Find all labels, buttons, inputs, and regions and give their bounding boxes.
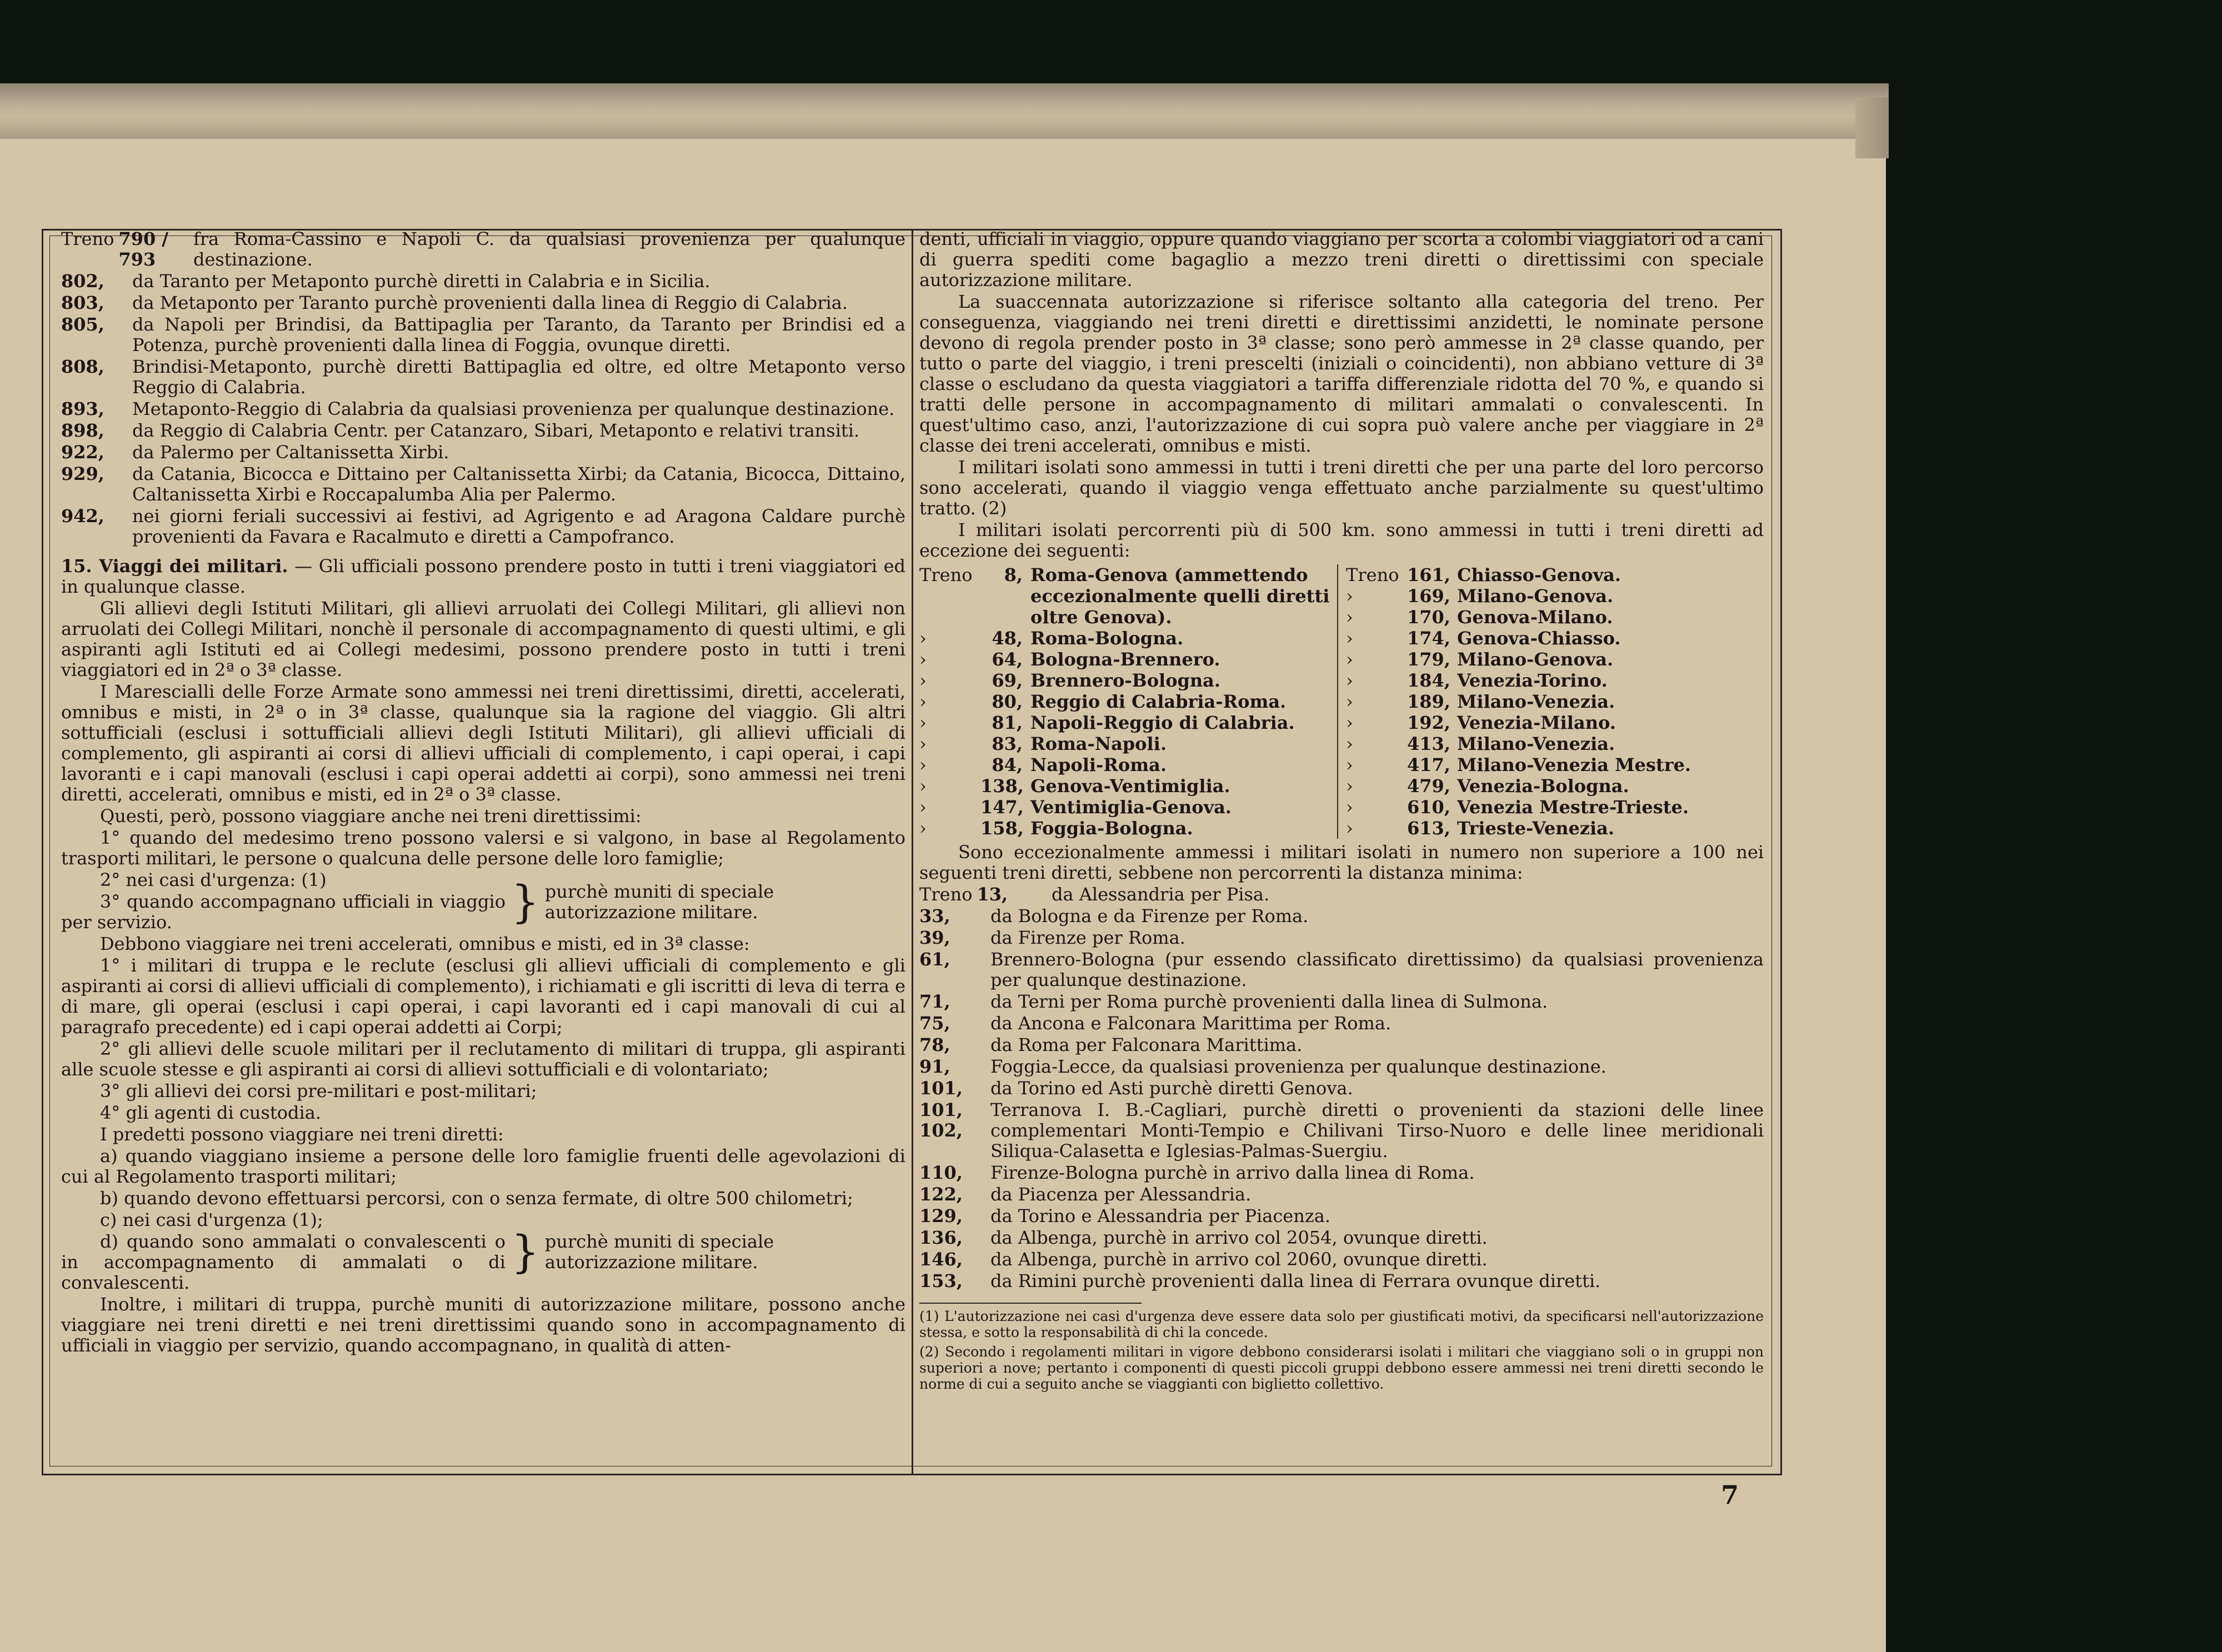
train-route: Trieste-Venezia. [1457,818,1615,839]
brace-group-2 [61,1210,905,1294]
train-description: da Firenze per Roma. [990,927,1185,948]
train-description: nei giorni feriali successivi ai festivi, ad Agrigento e ad Aragona Caldare purchè provenienti da Favara e Racalmuto e diretti a Campofranco. [132,505,905,547]
train-number: 91, [919,1056,950,1077]
train-entry [919,1184,1764,1206]
train-entry [61,271,905,293]
exception-row [1346,607,1764,628]
para-isolati: I militari isolati sono ammessi in tutti i treni diretti che per una parte del loro percorso sono accelerati, quando il viaggio venga effettuato anche parzialmente su quest'ultimo tratto. (2) [919,457,1764,519]
exception-table-right [1337,564,1764,839]
train-number: 803, [61,292,104,313]
train-description: da Torino ed Asti purchè diretti Genova. [990,1078,1353,1099]
train-number: 78, [919,1034,950,1055]
train-route: Napoli-Reggio di Calabria. [1030,712,1295,733]
train-route: Roma-Bologna. [1030,628,1184,649]
para-pred-a: a) quando viaggiano insieme a persone delle loro famiglie fruenti delle agevolazioni di cui al Regolamento trasporti militari; [61,1145,905,1187]
page-stack-corner [1855,97,1889,158]
train-number: 153, [919,1270,963,1291]
exception-row [919,733,1337,754]
para-item-3: 3° quando accompagnano ufficiali in viaggio per servizio. [61,891,506,933]
exception-row [1346,628,1764,649]
train-entry [61,293,905,314]
exception-row [1346,818,1764,839]
train-label: Treno [61,228,114,249]
train-route: Milano-Genova. [1457,585,1614,607]
train-number: 71, [919,991,950,1012]
train-entry [61,464,905,506]
train-entry [61,420,905,442]
train-route: Venezia-Torino. [1457,670,1608,691]
train-description: da Taranto per Metaponto purchè diretti in Calabria e in Sicilia. [132,271,710,292]
row-label: › [1346,628,1353,649]
train-entry [919,1013,1764,1035]
train-number: 192, [1407,712,1450,733]
train-route: Venezia-Bologna. [1457,775,1629,797]
train-route: Bologna-Brennero. [1030,649,1220,670]
row-label: › [1346,818,1353,839]
train-number: 110, [919,1162,963,1183]
train-entry [919,1057,1764,1078]
exception-row [919,797,1337,818]
train-number: 808, [61,356,104,377]
train-number: 417, [1407,754,1450,775]
train-number: 147, [980,797,1024,818]
train-route: Brennero-Bologna. [1030,670,1221,691]
train-route: Roma-Genova (ammettendo eccezionalmente quelli diretti oltre Genova). [1030,564,1330,628]
para-acc-1: 1° i militari di truppa e le reclute (esclusi gli allievi ufficiali di complemento e gli aspiranti ai corsi di allievi ufficiali di complemento), i richiamati e gli iscritti di leva di terra e di mare, gli operai (esclusi i capi operai, i capi lavoranti ed i capi manovali di cui al paragrafo precedente) ed i capi operai addetti ai Corpi; [61,955,905,1038]
exception-table-left [919,564,1337,839]
train-number: 922, [61,442,104,463]
exception-row [1346,670,1764,691]
para-acc-2: 2° gli allievi delle scuole militari per il reclutamento di militari di truppa, gli aspiranti alle scuole stesse e gli aspiranti ai corsi di allievi sottufficiali e di volontariato; [61,1038,905,1080]
train-description: da Metaponto per Taranto purchè provenienti dalla linea di Reggio di Calabria. [132,292,848,313]
left-column [61,229,905,1462]
train-entry [919,884,1764,906]
train-description: da Albenga, purchè in arrivo col 2054, ovunque diretti. [990,1227,1488,1248]
train-number: 75, [919,1013,950,1034]
train-number: 174, [1407,628,1450,649]
train-route: Milano-Venezia Mestre. [1457,754,1691,775]
train-description: Terranova I. B.-Cagliari, purchè diretti o provenienti da stazioni delle linee complementari Monti-Tempio e Chilivani Tirso-Nuoro e delle linee meridionali Siliqua-Calasetta e Iglesias-Palmas-Suergiu. [990,1099,1764,1162]
column-divider [912,229,913,1474]
row-label: › [1346,585,1353,607]
train-number: 413, [1407,733,1450,754]
row-label: › [919,797,927,818]
footnote-1: (1) L'autorizzazione nei casi d'urgenza deve essere data solo per giustificati motivi, da specificarsi nell'autorizzazione stessa, e sotto la responsabilità di chi la concede. [919,1308,1764,1340]
exception-row [1346,585,1764,607]
footnote-rule [919,1303,1142,1304]
train-route: Venezia Mestre-Trieste. [1457,797,1689,818]
para-acc-3: 3° gli allievi dei corsi pre-militari e post-militari; [100,1080,537,1102]
exception-row [1346,797,1764,818]
exception-row [1346,712,1764,733]
exception-tables [919,564,1764,839]
train-route: Venezia-Milano. [1457,712,1616,733]
train-number: 942, [61,505,104,527]
exception-row [1346,649,1764,670]
row-label: › [1346,754,1353,775]
train-description: da Roma per Falconara Marittima. [990,1034,1303,1055]
row-label: › [1346,607,1353,628]
brace-glyph: } [511,875,539,928]
brace-note-2: purchè muniti di speciale autorizzazione militare. [544,1231,774,1273]
train-description: da Palermo per Caltanissetta Xirbi. [132,442,449,463]
section-15 [61,556,905,597]
train-list-top [61,229,905,548]
train-route: Napoli-Roma. [1030,754,1167,775]
train-number: 8, [1004,564,1023,585]
train-entry [61,506,905,548]
train-entry [919,928,1764,949]
train-description: da Albenga, purchè in arrivo col 2060, ovunque diretti. [990,1249,1488,1270]
train-number: 189, [1407,691,1450,712]
train-entry [61,314,905,357]
train-description: da Terni per Roma purchè provenienti dalla linea di Sulmona. [990,991,1548,1012]
para-500km: I militari isolati percorrenti più di 500 km. sono ammessi in tutti i treni diretti ad eccezione dei seguenti: [919,519,1764,561]
train-number: 146, [919,1249,963,1270]
train-description: da Napoli per Brindisi, da Battipaglia per Taranto, da Taranto per Brindisi ed a Potenza, purchè provenienti dalla linea di Foggia, ovunque diretti. [132,314,905,356]
train-description: da Reggio di Calabria Centr. per Catanzaro, Sibari, Metaponto e relativi transiti. [132,420,860,441]
train-number: 39, [919,927,950,948]
train-description: Metaponto-Reggio di Calabria da qualsiasi provenienza per qualunque destinazione. [132,398,895,419]
train-label: Treno [919,884,973,905]
row-label: › [919,670,927,691]
train-number: 101, 102, [919,1099,963,1141]
train-number: 83, [992,733,1023,754]
train-description: da Piacenza per Alessandria. [990,1184,1252,1205]
train-description: Foggia-Lecce, da qualsiasi provenienza per qualunque destinazione. [990,1056,1607,1077]
para-item-1: 1° quando del medesimo treno possono valersi e si valgono, in base al Regolamento trasporti militari, le persone o qualcuna delle persone delle loro famiglie; [61,827,905,869]
exception-row [919,628,1337,649]
exception-row [1346,564,1764,585]
train-number: 158, [980,818,1024,839]
row-label: Treno [1346,564,1399,585]
row-label: › [919,754,927,775]
train-number: 613, [1407,818,1450,839]
para-denti: denti, ufficiali in viaggio, oppure quando viaggiano per scorta a colombi viaggiatori od a cani di guerra spediti come bagaglio a mezzo treni diretti o direttissimi con speciale autorizzazione militare. [919,228,1764,291]
exception-row [919,691,1337,712]
train-number: 13, [977,884,1008,905]
brace-group-1 [61,870,905,934]
train-number: 136, [919,1227,963,1248]
train-number: 138, [980,775,1024,797]
para-inoltre: Inoltre, i militari di truppa, purchè muniti di autorizzazione militare, possono anche viaggiare nei treni diretti e nei treni direttissimi quando sono in accompagnamento di ufficiali in viaggio per servizio, quando accompagnano, in qualità di atten- [61,1294,905,1356]
row-label: › [1346,670,1353,691]
para-accelerati: Debbono viaggiare nei treni accelerati, omnibus e misti, ed in 3ª classe: [100,933,750,954]
train-entry [919,1100,1764,1163]
train-number: 893, [61,398,104,419]
right-column [919,229,1764,1462]
train-number: 33, [919,905,950,927]
train-entry [919,1163,1764,1184]
row-label: › [919,775,927,797]
train-description: da Catania, Bicocca e Dittaino per Caltanissetta Xirbi; da Catania, Bicocca, Dittaino, Caltanissetta Xirbi e Roccapalumba Alia per Palermo. [132,463,905,505]
train-number: 122, [919,1184,963,1205]
train-route: Chiasso-Genova. [1457,564,1622,585]
train-route: Genova-Chiasso. [1457,628,1621,649]
section-intro: — Gli ufficiali possono prendere posto in tutti i treni viaggiatori ed in qualunque classe. [61,555,906,597]
train-entry [919,906,1764,928]
train-description: da Torino e Alessandria per Piacenza. [990,1205,1330,1227]
exception-row [919,670,1337,691]
row-label: › [919,649,927,670]
page-number: 7 [1721,1480,1739,1510]
train-number: 129, [919,1205,963,1227]
train-number: 61, [919,949,950,970]
train-entry [61,357,905,399]
row-label: › [919,691,927,712]
train-number: 610, [1407,797,1450,818]
row-label: › [1346,712,1353,733]
train-description: fra Roma-Cassino e Napoli C. da qualsiasi provenienza per qualunque destinazione. [193,228,905,270]
para-acc-4: 4° gli agenti di custodia. [100,1102,321,1123]
train-number: 790 / 793 [118,228,169,270]
train-entry [61,399,905,420]
train-entry [919,1271,1764,1293]
footnote-2: (2) Secondo i regolamenti militari in vigore debbono considerarsi isolati i militari che viaggiano soli o in gruppi non superiori a nove; pertanto i componenti di questi piccoli gruppi debbono essere ammessi nei treni diretti secondo le norme di cui a seguito anche se viaggianti con biglietto collettivo. [919,1344,1764,1392]
train-number: 898, [61,420,104,441]
train-route: Reggio di Calabria-Roma. [1030,691,1287,712]
row-label: › [1346,775,1353,797]
train-number: 161, [1407,564,1450,585]
row-label: › [919,733,927,754]
train-number: 802, [61,271,104,292]
train-number: 169, [1407,585,1450,607]
train-description: da Rimini purchè provenienti dalla linea di Ferrara ovunque diretti. [990,1270,1601,1291]
train-number: 101, [919,1078,963,1099]
train-route: Milano-Venezia. [1457,691,1615,712]
row-label: › [919,818,927,839]
train-entry [919,1078,1764,1100]
para-direttissimi: Questi, però, possono viaggiare anche nei treni direttissimi: [100,805,642,827]
section-title: 15. Viaggi dei militari. [61,555,288,577]
para-autorizzazione: La suaccennata autorizzazione si riferisce soltanto alla categoria del treno. Per conseguenza, viaggiando nei treni diretti e direttissimi anzidetti, le nominate persone devono di regola prender posto in 3ª classe; sono però ammesse in 2ª classe quando, per tutto o parte del viaggio, i treni prescelti (iniziali o coincidenti), non abbiano vetture di 3ª classe o escludano da questa viaggiatori a tariffa differenziale ridotta del 70 %, e quando si tratti delle persone in accompagnamento di militari ammalati o convalescenti. In quest'ultimo caso, anzi, l'autorizzazione di cui sopra può valere anche per viaggiare in 2ª classe dei treni accelerati, omnibus e misti. [919,291,1764,456]
row-label: › [1346,649,1353,670]
row-label: › [1346,797,1353,818]
train-entry [919,992,1764,1013]
brace-note: purchè muniti di speciale autorizzazione militare. [544,880,774,923]
train-number: 84, [992,754,1023,775]
train-number: 80, [992,691,1023,712]
row-label: › [1346,691,1353,712]
train-route: Foggia-Bologna. [1030,818,1193,839]
train-route: Genova-Milano. [1457,607,1613,628]
train-route: Genova-Ventimiglia. [1030,775,1230,797]
train-number: 170, [1407,607,1450,628]
train-route: Milano-Venezia. [1457,733,1615,754]
exception-row [1346,775,1764,797]
train-entry [919,1035,1764,1057]
train-entry [919,1206,1764,1228]
row-label: Treno [919,564,973,585]
exception-row [919,564,1337,628]
train-number: 179, [1407,649,1450,670]
train-number: 81, [992,712,1023,733]
train-number: 929, [61,463,104,484]
train-route: Roma-Napoli. [1030,733,1167,754]
train-number: 64, [992,649,1023,670]
train-entry [919,1249,1764,1271]
page-stack-edge [0,83,1889,139]
para-pred-b: b) quando devono effettuarsi percorsi, con o senza fermate, di oltre 500 chilometri; [100,1188,853,1209]
exception-row [919,775,1337,797]
train-number: 69, [992,670,1023,691]
row-label: › [919,712,927,733]
para-predetti: I predetti possono viaggiare nei treni diretti: [100,1124,504,1145]
train-description: da Ancona e Falconara Marittima per Roma. [990,1013,1392,1034]
exception-row [919,649,1337,670]
train-entry [919,1228,1764,1249]
exception-row [1346,733,1764,754]
para-eccezionalmente: Sono eccezionalmente ammessi i militari isolati in numero non superiore a 100 nei seguenti treni diretti, sebbene non percorrenti la distanza minima: [919,842,1764,883]
exception-row [1346,691,1764,712]
brace-glyph: } [511,1226,539,1278]
para-pred-d: d) quando sono ammalati o convalescenti o in accompagnamento di ammalati o di convalescenti. [61,1231,506,1293]
row-label: › [919,628,927,649]
train-route: Milano-Genova. [1457,649,1614,670]
train-route: Ventimiglia-Genova. [1030,797,1232,818]
train-entry [919,949,1764,992]
train-entry [61,442,905,464]
para-pred-c: c) nei casi d'urgenza (1); [100,1209,323,1230]
train-entry [61,229,905,271]
train-description: da Bologna e da Firenze per Roma. [990,905,1309,927]
para-marescialli: I Marescialli delle Forze Armate sono ammessi nei treni direttissimi, diretti, accelerati, omnibus e misti, in 2ª o in 3ª classe, qualunque sia la ragione del viaggio. Gli altri sottufficiali (esclusi i sottufficiali allievi degli Istituti Militari), gli allievi ufficiali di complemento, gli aspiranti ai corsi di allievi ufficiali di complemento, i capi operai, i capi lavoranti e i capi manovali (esclusi i capi operai addetti ai corpi), sono ammessi nei treni diretti, accelerati, omnibus e misti, ed in 2ª o 3ª classe. [61,681,905,805]
row-label: › [1346,733,1353,754]
train-description: Brindisi-Metaponto, purchè diretti Battipaglia ed oltre, ed oltre Metaponto verso Reggio di Calabria. [132,356,905,398]
train-number: 805, [61,314,104,335]
para-allievi: Gli allievi degli Istituti Militari, gli allievi arruolati dei Collegi Militari, gli allievi non arruolati dei Collegi Militari, nonchè il personale di accompagnamento di questi ultimi, e gli aspiranti agli Istituti ed ai Collegi medesimi, possono prendere posto in tutti i treni viaggiatori ed in 2ª o 3ª classe. [61,598,905,680]
train-list-bottom [919,884,1764,1293]
exception-row [919,754,1337,775]
train-description: da Alessandria per Pisa. [1052,884,1270,905]
para-item-2: 2° nei casi d'urgenza: (1) [100,869,327,890]
train-description: Brennero-Bologna (pur essendo classificato direttissimo) da qualsiasi provenienza per qualunque destinazione. [990,949,1764,990]
train-number: 184, [1407,670,1450,691]
exception-row [1346,754,1764,775]
train-number: 479, [1407,775,1450,797]
exception-row [919,712,1337,733]
train-description: Firenze-Bologna purchè in arrivo dalla linea di Roma. [990,1162,1475,1183]
train-number: 48, [992,628,1023,649]
exception-row [919,818,1337,839]
